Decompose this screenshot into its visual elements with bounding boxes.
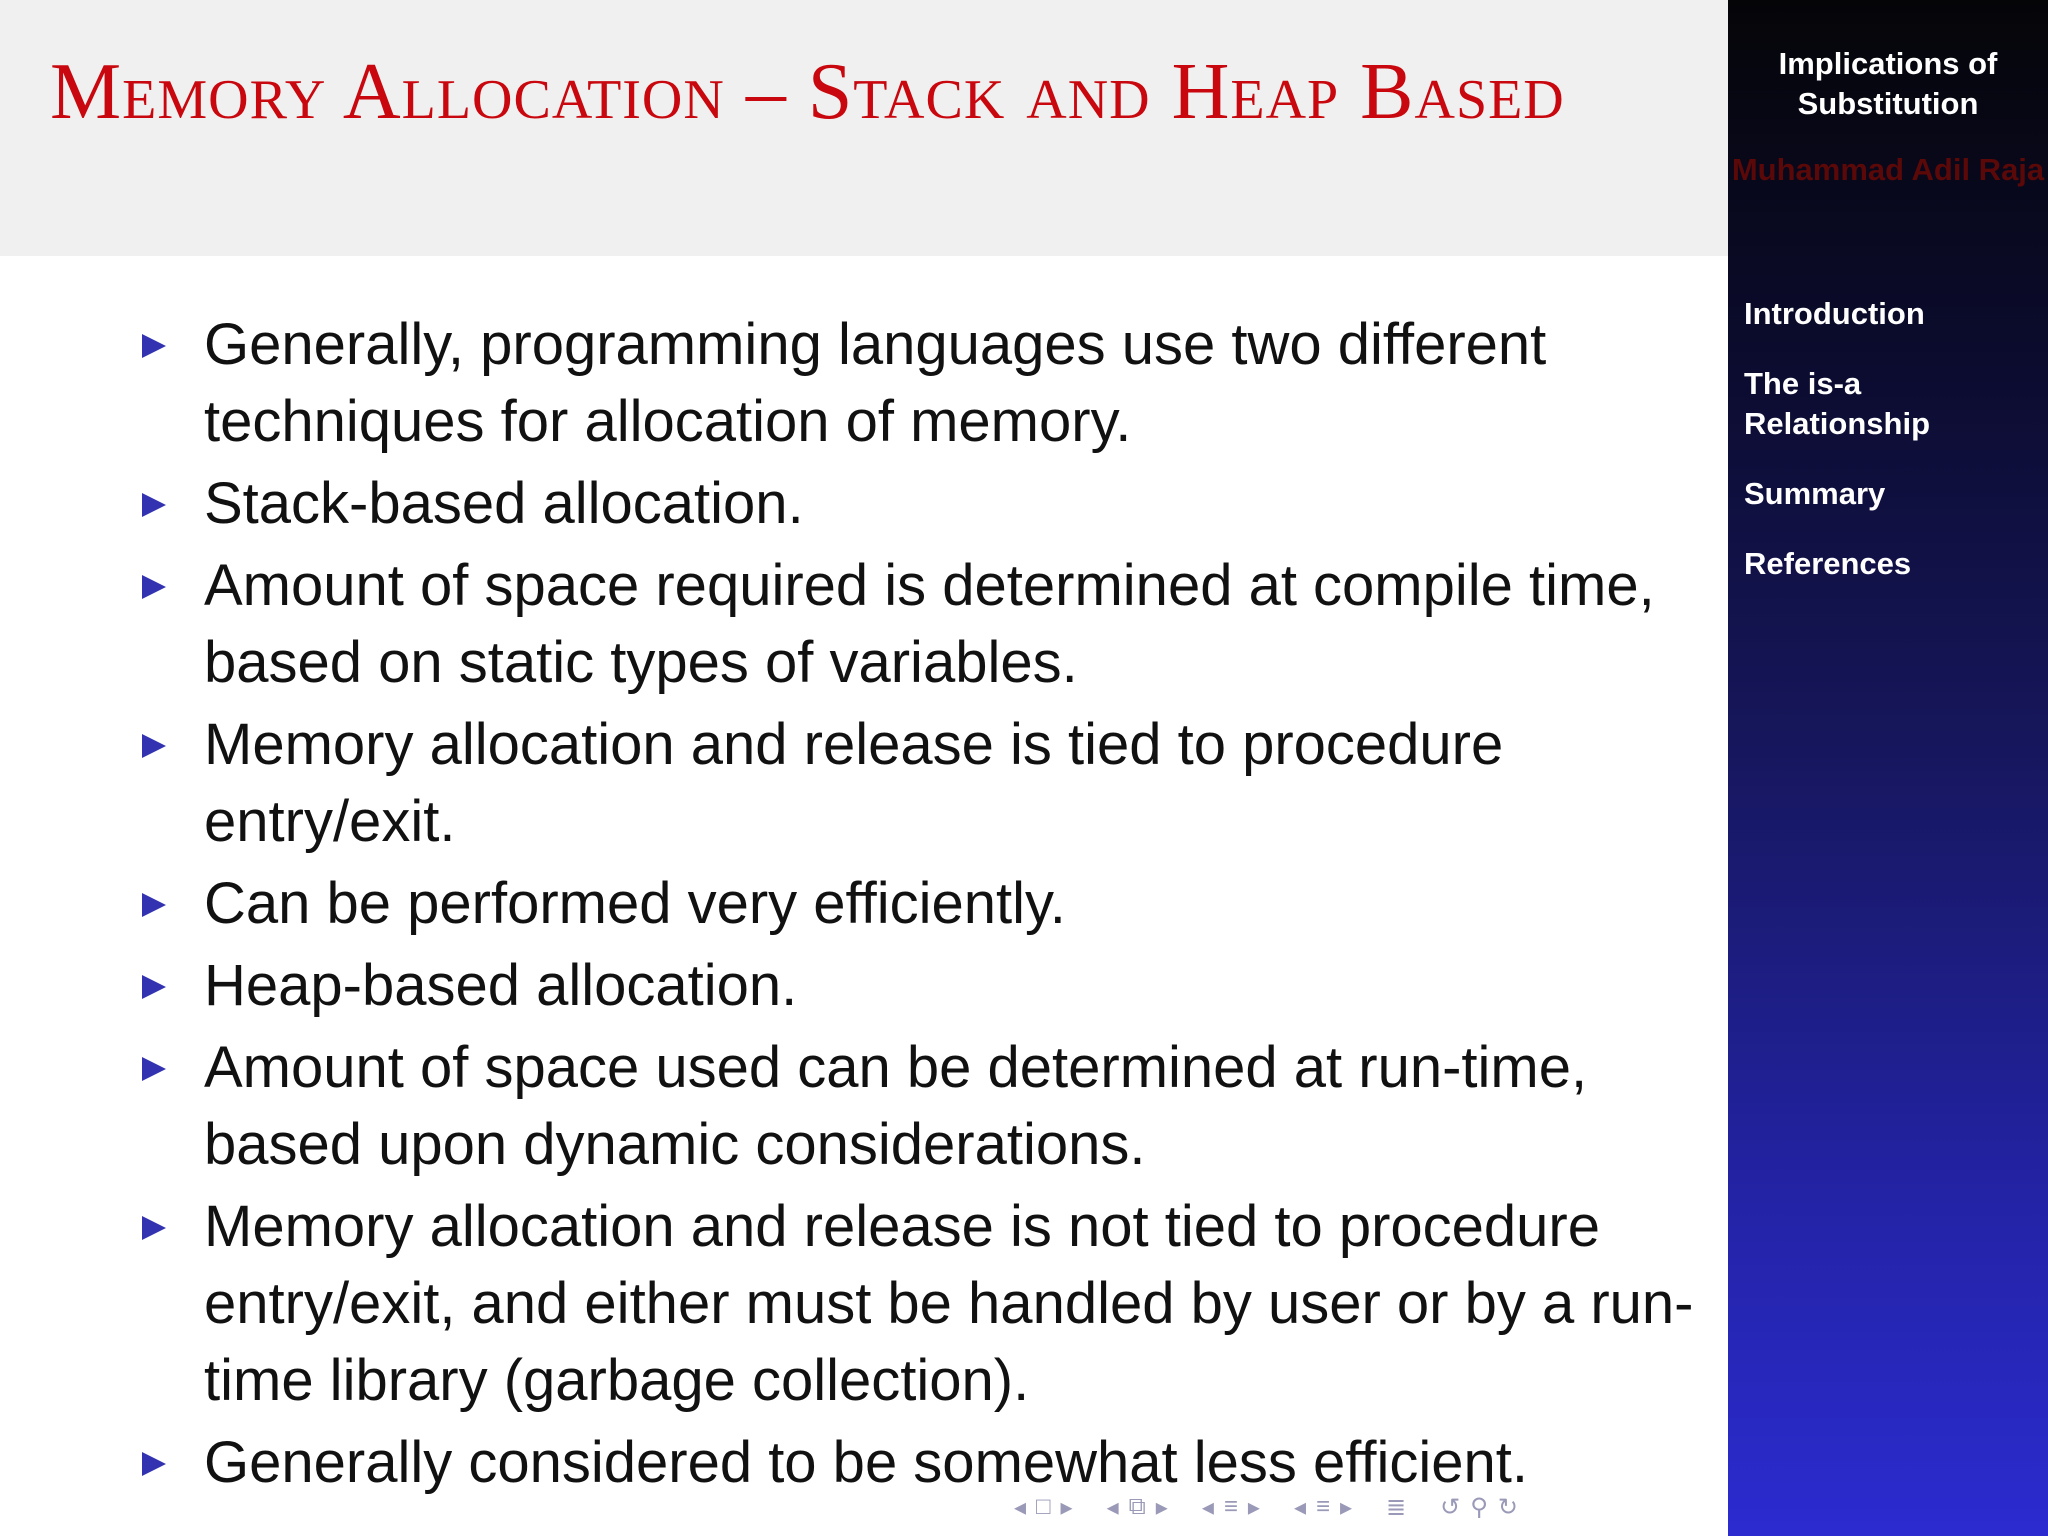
left-arrow-icon[interactable]: ◂ (1106, 1493, 1119, 1521)
bullet-arrow-icon (142, 893, 166, 917)
bullet-item (138, 706, 1698, 860)
right-arrow-icon[interactable]: ▸ (1247, 1493, 1260, 1521)
redo-icon[interactable]: ↻ (1497, 1493, 1518, 1521)
right-arrow-icon[interactable]: ▸ (1155, 1493, 1168, 1521)
bullet-text: Generally considered to be somewhat less efficient. (204, 1430, 1528, 1495)
bullet-arrow-icon (142, 493, 166, 517)
bullet-arrow-icon (142, 734, 166, 758)
bullet-text: Amount of space used can be determined at run-time, based upon dynamic considerations. (204, 1035, 1588, 1177)
sidebar-item-summary[interactable]: Summary (1744, 476, 1886, 511)
title-band (0, 0, 1728, 256)
section-icon[interactable]: ≡ (1223, 1493, 1238, 1520)
frame-icon[interactable]: □ (1036, 1493, 1051, 1520)
bullet-item (138, 465, 1698, 542)
bullet-text: Can be performed very efficiently. (204, 871, 1066, 936)
bullet-item (138, 865, 1698, 942)
bullet-item (138, 1424, 1698, 1501)
bullet-list (138, 306, 1698, 1506)
bullet-text: Memory allocation and release is not tied to procedure entry/exit, and either must be handled by user or by a run-time library (garbage collection). (204, 1194, 1694, 1413)
left-arrow-icon[interactable]: ◂ (1201, 1493, 1214, 1521)
bullet-item (138, 947, 1698, 1024)
bullet-item (138, 1188, 1698, 1419)
sidebar (1728, 0, 2048, 1536)
search-icon[interactable]: ⚲ (1470, 1493, 1488, 1521)
right-arrow-icon[interactable]: ▸ (1060, 1493, 1073, 1521)
left-arrow-icon[interactable]: ◂ (1014, 1493, 1027, 1521)
bullet-text: Amount of space required is determined at compile time, based on static types of variables. (204, 553, 1655, 695)
bullet-text: Memory allocation and release is tied to procedure entry/exit. (204, 712, 1504, 854)
bullet-item (138, 306, 1698, 460)
sidebar-item-is-a-relationship[interactable]: The is-a Relationship (1744, 366, 1931, 441)
bullet-text: Generally, programming languages use two different techniques for allocation of memory. (204, 312, 1547, 454)
bullet-text: Heap-based allocation. (204, 953, 798, 1018)
section-icon[interactable]: ≡ (1315, 1493, 1330, 1520)
align-icon[interactable]: ≣ (1386, 1493, 1407, 1521)
bullet-arrow-icon (142, 575, 166, 599)
sidebar-item-introduction[interactable]: Introduction (1744, 296, 1925, 331)
bullet-arrow-icon (142, 975, 166, 999)
slide-title: Memory Allocation – Stack and Heap Based (50, 48, 1565, 136)
bullet-arrow-icon (142, 334, 166, 358)
beamer-nav-controls (1014, 1492, 1528, 1522)
bullet-arrow-icon (142, 1216, 166, 1240)
bullet-text: Stack-based allocation. (204, 471, 804, 536)
subsection-icon[interactable]: ⧉ (1128, 1493, 1146, 1520)
left-arrow-icon[interactable]: ◂ (1293, 1493, 1306, 1521)
sidebar-item-references[interactable]: References (1744, 546, 1912, 581)
bullet-item (138, 1029, 1698, 1183)
bullet-arrow-icon (142, 1452, 166, 1476)
bullet-arrow-icon (142, 1057, 166, 1081)
right-arrow-icon[interactable]: ▸ (1340, 1493, 1353, 1521)
sidebar-nav (1744, 294, 2034, 614)
sidebar-title: Implications of Substitution (1778, 46, 1998, 121)
undo-icon[interactable]: ↺ (1440, 1493, 1461, 1521)
bullet-item (138, 547, 1698, 701)
sidebar-author: Muhammad Adil Raja (1731, 152, 2045, 187)
